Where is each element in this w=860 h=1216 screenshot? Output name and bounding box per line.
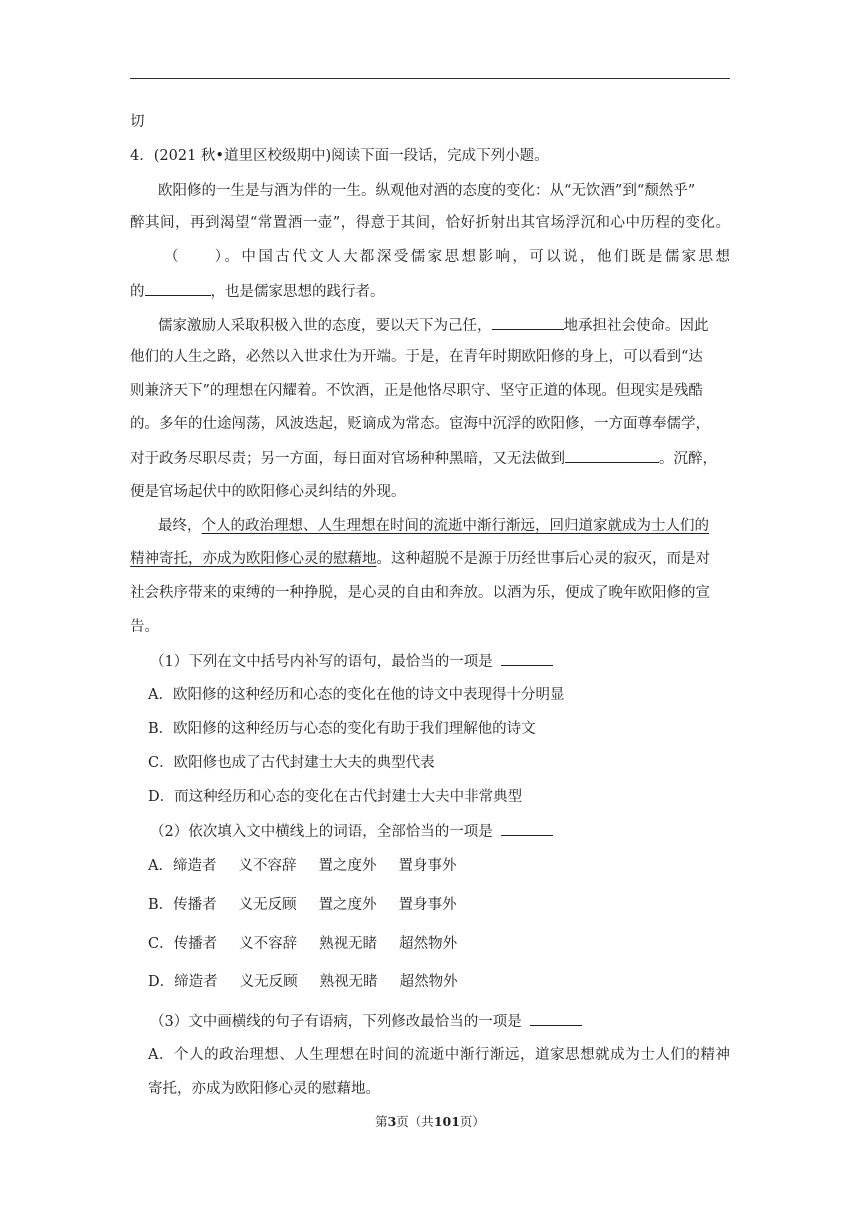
option-b (148, 895, 748, 915)
sub-question-1 (150, 651, 750, 672)
page-footer (0, 1112, 860, 1130)
answer-blank (501, 651, 553, 666)
option-word: 传播者 (173, 897, 217, 913)
passage-line: 醉其间，再到渴望“常置酒一壶”，得意于其间，恰好折射出其官场浮沉和心中历程的变化。 (130, 215, 730, 231)
passage-text: ，也是儒家思想的践行者。 (210, 284, 385, 300)
passage-line (158, 516, 758, 536)
passage-line: （ ）。中国古代文人大都深受儒家思想影响，可以说，他们既是儒家思想 (164, 249, 730, 265)
footer-text: 页） (459, 1114, 485, 1129)
sub-question-2 (150, 821, 750, 842)
sub-question-stem: （1）下列在文中括号内补写的语句，最恰当的一项是 (150, 654, 493, 670)
passage-text: 的 (130, 284, 145, 300)
sub-question-stem: （3）文中画横线的句子有语病，下列修改最恰当的一项是 (150, 1014, 522, 1030)
option-word: 置之度外 (318, 897, 377, 913)
total-pages: 101 (433, 1114, 460, 1129)
passage-text: 对于政务尽职尽责；另一方面，每日面对官场种种黑暗，又无法做到 (130, 451, 565, 467)
answer-blank (530, 1011, 582, 1026)
option-d (148, 972, 748, 992)
underlined-sentence: 精神寄托，亦成为欧阳修心灵的慰藉地 (130, 551, 377, 567)
passage-line: 告。 (130, 619, 159, 635)
sub-question-3 (150, 1011, 750, 1032)
option-word: 义不容辞 (238, 858, 297, 874)
option-c: C．欧阳修也成了古代封建士大夫的典型代表 (148, 755, 435, 771)
passage-line: 欧阳修的一生是与酒为伴的一生。纵观他对酒的态度的变化：从“无饮酒”到“颓然乎” (158, 183, 696, 199)
passage-line (158, 315, 758, 336)
option-word: 超然物外 (399, 974, 458, 990)
option-a (148, 856, 748, 876)
option-word: 传播者 (173, 936, 218, 952)
passage-text: 地承担社会使命。因此 (563, 318, 709, 334)
option-word: 置身事外 (398, 897, 457, 913)
passage-text: 。沉醉， (659, 451, 717, 467)
question-heading (130, 146, 730, 166)
passage-text: 最终， (158, 518, 202, 534)
passage-line: 则兼济天下”的理想在闪耀着。不饮酒，正是他恪尽职守、坚守正道的体现。但现实是残酷 (130, 383, 703, 399)
option-word: 熟视无睹 (319, 936, 378, 952)
passage-line: 社会秩序带来的束缚的一种挣脱，是心灵的自由和奔放。以酒为乐，便成了晚年欧阳修的宣 (130, 585, 710, 601)
option-word: 义不容辞 (239, 936, 298, 952)
answer-blank (501, 821, 553, 836)
option-word: 义无反顾 (239, 974, 298, 990)
footer-text: 页（共 (396, 1114, 434, 1129)
option-word: 熟视无睹 (319, 974, 378, 990)
header-rule (130, 78, 730, 79)
option-word: 缔造者 (174, 974, 218, 990)
passage-line: 他们的人生之路，必然以入世求仕为开端。于是，在青年时期欧阳修的身上，可以看到“达 (130, 349, 703, 365)
fill-blank-1 (145, 281, 211, 296)
question-instruction: 阅读下面一段话，完成下列小题。 (331, 148, 549, 164)
passage-line: 的。多年的仕途闯荡，风波迭起，贬谪成为常态。宦海中沉浮的欧阳修，一方面尊奉儒学， (130, 416, 710, 432)
question-source: (2021 秋•道里区校级期中) (153, 148, 332, 164)
passage-text: 儒家激励人采取积极入世的态度，要以天下为己任， (158, 318, 492, 334)
question-number: 4． (130, 148, 154, 164)
option-d: D．而这种经历和心态的变化在古代封建士大夫中非常典型 (148, 789, 523, 805)
option-label: C． (148, 936, 174, 952)
option-word: 超然物外 (399, 936, 458, 952)
current-page: 3 (387, 1114, 397, 1129)
option-label: D． (148, 974, 175, 990)
option-b: B．欧阳修的这种经历与心态的变化有助于我们理解他的诗文 (148, 721, 536, 737)
option-word: 义无反顾 (238, 897, 297, 913)
sub-question-stem: （2）依次填入文中横线上的词语，全部恰当的一项是 (150, 824, 493, 840)
option-a: A．欧阳修的这种经历和心态的变化在他的诗文中表现得十分明显 (148, 687, 565, 703)
option-label: A． (148, 858, 173, 874)
continued-text: 切 (130, 114, 145, 130)
footer-text: 第 (375, 1114, 388, 1129)
passage-line (130, 448, 730, 469)
option-word: 缔造者 (172, 858, 217, 874)
fill-blank-3 (565, 448, 659, 463)
option-word: 置之度外 (318, 858, 377, 874)
option-a: A．个人的政治理想、人生理想在时间的流逝中渐行渐远，道家思想就成为士人们的精神 (148, 1047, 730, 1063)
option-word: 置身事外 (398, 858, 457, 874)
option-c (148, 934, 748, 954)
option-label: B． (148, 897, 174, 913)
passage-line: 便是官场起伏中的欧阳修心灵纠结的外现。 (130, 484, 406, 500)
underlined-sentence: 个人的政治理想、人生理想在时间的流逝中渐行渐远，回归道家就成为士人们的 (201, 518, 709, 534)
passage-line (130, 281, 730, 302)
option-a-continued: 寄托，亦成为欧阳修心灵的慰藉地。 (148, 1081, 380, 1097)
passage-text: 。这种超脱不是源于历经世事后心灵的寂灭，而是对 (376, 551, 710, 567)
fill-blank-2 (492, 315, 564, 330)
passage-line (130, 549, 730, 569)
